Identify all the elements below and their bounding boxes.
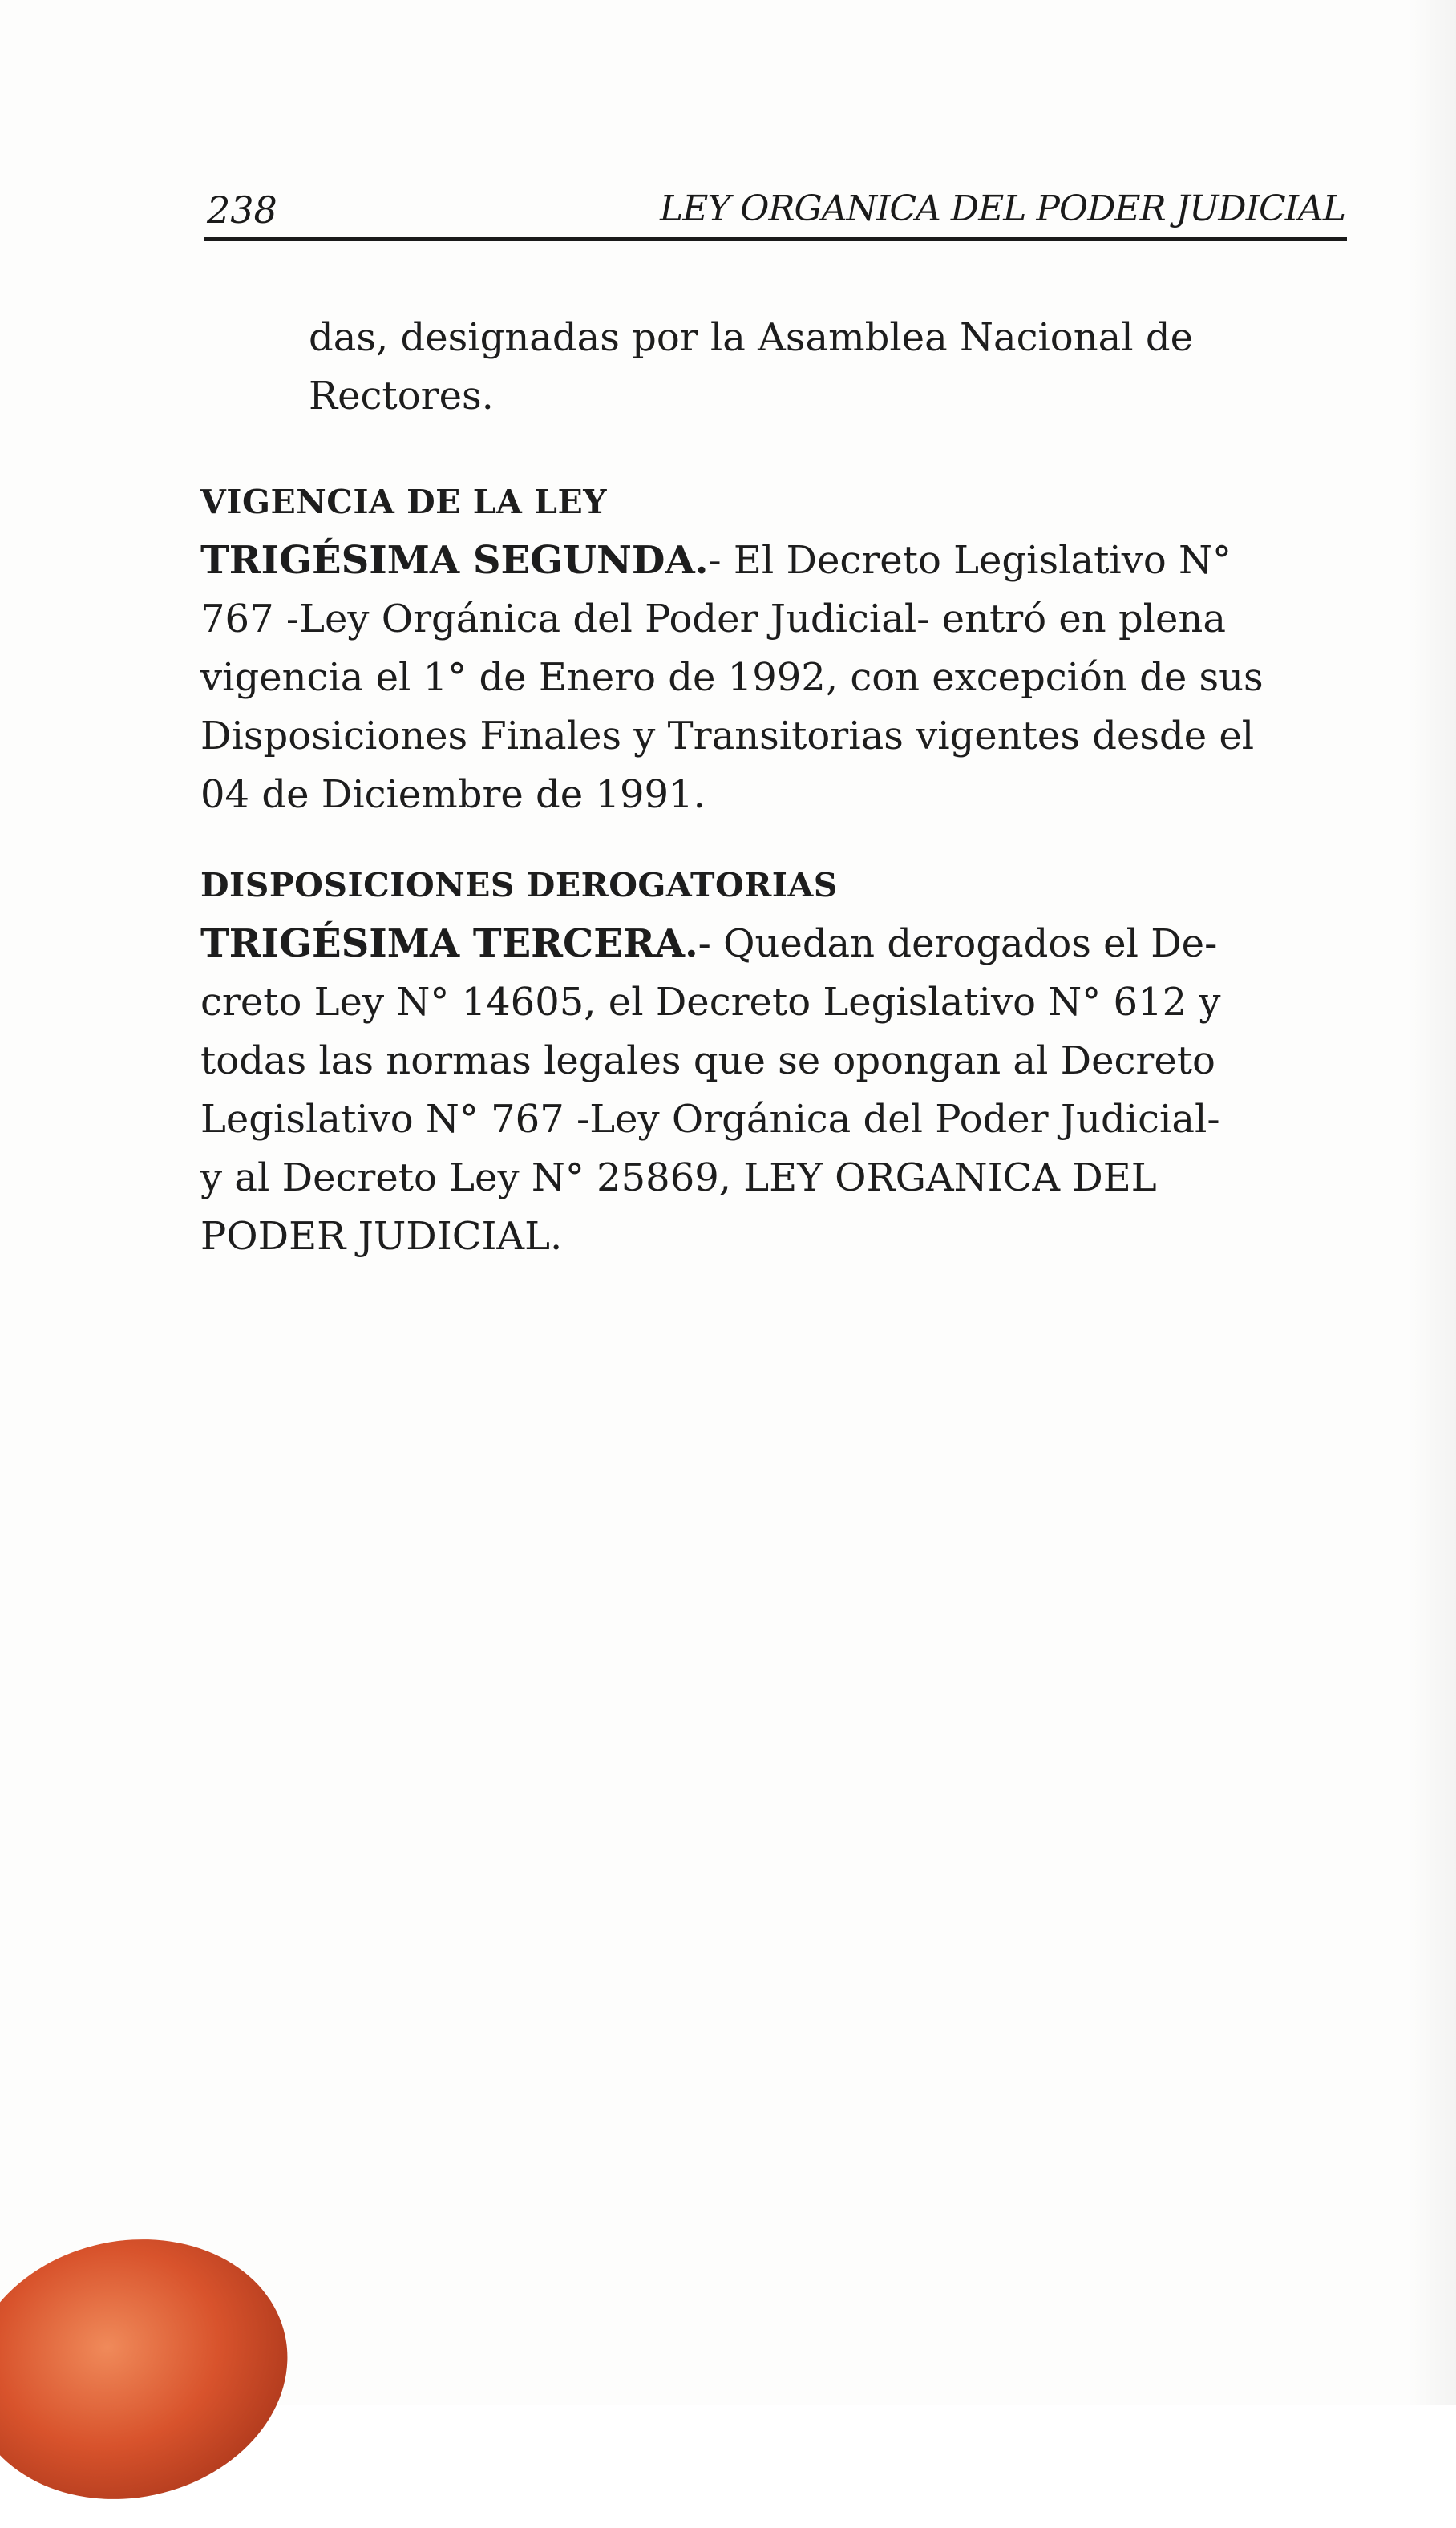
text-line [200, 915, 1347, 973]
text-line: y al Decreto Ley N° 25869, LEY ORGANICA DEL [200, 1155, 1157, 1200]
text-line: Legislativo N° 767 -Ley Orgánica del Poder Judicial- [200, 1097, 1220, 1142]
section-heading: DISPOSICIONES DEROGATORIAS [200, 866, 838, 904]
article-lead: TRIGÉSIMA TERCERA. [200, 921, 698, 966]
header-rule [204, 237, 1347, 241]
page-number: 238 [207, 188, 277, 232]
finger-photo-artifact [0, 2210, 312, 2528]
text-line: PODER JUDICIAL. [200, 1214, 563, 1259]
page-edge-shadow [1408, 0, 1456, 2405]
derogatorias-section [200, 856, 1347, 1266]
text-line [200, 532, 1347, 590]
section-heading: VIGENCIA DE LA LEY [200, 483, 607, 521]
article-text: - Quedan derogados el De- [698, 921, 1218, 966]
text-line: creto Ley N° 14605, el Decreto Legislativo N° 612 y [200, 980, 1221, 1025]
text-line: Disposiciones Finales y Transitorias vigentes desde el [200, 714, 1255, 758]
text-line: vigencia el 1° de Enero de 1992, con excepción de sus [200, 655, 1264, 700]
article-text: - El Decreto Legislativo N° [708, 538, 1232, 583]
text-line: 04 de Diciembre de 1991. [200, 772, 706, 817]
text-line: 767 -Ley Orgánica del Poder Judicial- entró en plena [200, 597, 1226, 641]
intro-paragraph [200, 309, 1347, 426]
text-line: das, designadas por la Asamblea Nacional de [309, 315, 1193, 360]
text-line: Rectores. [309, 374, 494, 419]
page-header [207, 180, 1345, 245]
text-line: todas las normas legales que se opongan al Decreto [200, 1038, 1215, 1083]
article-lead: TRIGÉSIMA SEGUNDA. [200, 538, 709, 583]
vigencia-section [200, 473, 1347, 824]
running-title: LEY ORGANICA DEL PODER JUDICIAL [659, 188, 1345, 229]
